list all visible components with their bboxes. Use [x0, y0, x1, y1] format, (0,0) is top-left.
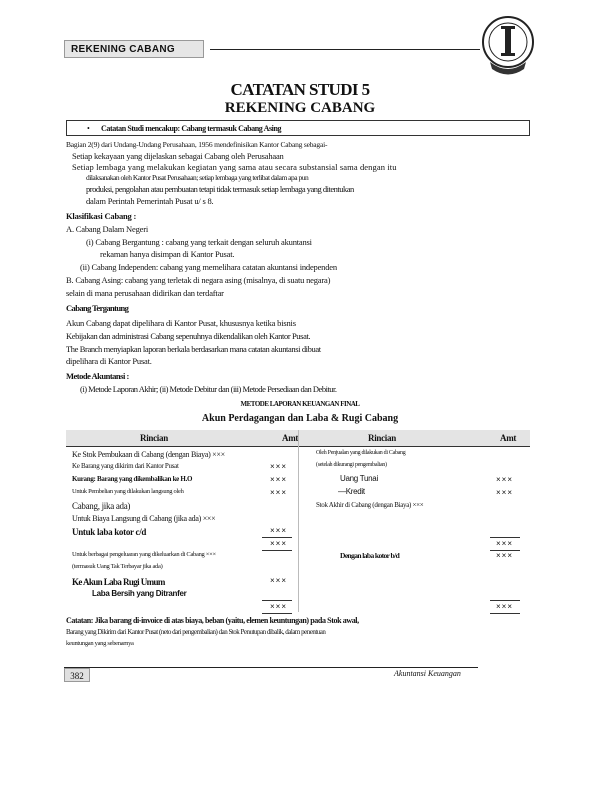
col-header-rincian: Rincian: [140, 433, 168, 443]
body-line: A. Cabang Dalam Negeri: [66, 224, 148, 234]
body-line: dilaksanakan oleh Kantor Pusat Perusahaan; setiap lembaga yang terlibat dalam apa pun: [86, 173, 309, 182]
section-heading: Metode Akuntansi :: [66, 371, 129, 381]
total-rule: [490, 613, 520, 614]
subtotal-rule: [490, 537, 520, 538]
table-row: (setelah dikurangi pengembalian): [316, 462, 387, 468]
body-line: Setiap lembaga yang melakukan kegiatan yang sama atau secara substansial sama dengan itu: [72, 162, 397, 172]
section-heading: Cabang Tergantung: [66, 303, 129, 313]
body-line: (i) Metode Laporan Akhir; (ii) Metode Debitur dan (iii) Metode Persediaan dan Debitur.: [80, 384, 337, 394]
amount-placeholder: ×××: [496, 602, 514, 611]
col-header-amt: Amt: [500, 433, 517, 443]
table-row: Ke Akun Laba Rugi Umum: [72, 577, 165, 587]
amount-placeholder: ×××: [496, 488, 514, 497]
table-row: —Kredit: [338, 487, 365, 496]
body-line: dalam Perintah Pemerintah Pusat u/ s 8.: [86, 196, 214, 206]
body-line: dipelihara di Kantor Pusat.: [66, 356, 152, 366]
amount-placeholder: ×××: [496, 475, 514, 484]
body-line: (ii) Cabang Independen: cabang yang memelihara catatan akuntansi independen: [80, 262, 337, 272]
table-row: Laba Bersih yang Ditranfer: [92, 589, 187, 598]
study-note-box: [66, 120, 530, 136]
page-title: CATATAN STUDI 5: [230, 80, 370, 99]
section-heading: Klasifikasi Cabang :: [66, 211, 137, 221]
table-note: Catatan: Jika barang di-invoice di atas biaya, beban (yaitu, elemen keuntungan) pada Stok awal,: [66, 616, 359, 625]
body-line: The Branch menyiapkan laporan berkala berdasarkan mana catatan akuntansi dibuat: [66, 344, 321, 354]
table-row: Dengan laba kotor b/d: [340, 551, 400, 560]
table-row: Uang Tunai: [340, 474, 378, 483]
body-line: B. Cabang Asing: cabang yang terletak di negara asing (misalnya, di suatu negara): [66, 275, 331, 285]
amount-placeholder: ×××: [270, 488, 288, 497]
amount-placeholder: ×××: [270, 539, 288, 548]
amount-placeholder: ×××: [270, 475, 288, 484]
body-line: (i) Cabang Bergantung : cabang yang terkait dengan seluruh akuntansi: [86, 237, 312, 247]
col-header-amt: Amt: [282, 433, 299, 443]
table-row: Untuk berbagai pengeluaran yang dikeluarkan di Cabang ×××: [72, 551, 216, 558]
table-row: Ke Barang yang dikirim dari Kantor Pusat: [72, 462, 179, 470]
institute-seal-icon: [480, 14, 536, 80]
table-row: Untuk Biaya Langsung di Cabang (jika ada) ×××: [72, 514, 216, 523]
col-header-rincian: Rincian: [368, 433, 396, 443]
amount-placeholder: ×××: [270, 462, 288, 471]
table-row: Oleh Penjualan yang dilakukan di Cabang: [316, 450, 406, 456]
method-title: METODE LAPORAN KEUANGAN FINAL: [240, 400, 360, 408]
section-label: REKENING CABANG: [64, 40, 204, 58]
subtotal-rule: [262, 600, 292, 601]
amount-placeholder: ×××: [270, 602, 288, 611]
table-row: Cabang, jika ada): [72, 501, 131, 511]
page-number: 382: [64, 668, 90, 682]
body-line: rekaman hanya disimpan di Kantor Pusat.: [100, 249, 235, 259]
table-note: Barang yang Dikirim dari Kantor Pusat (neto dari pengembalian) dan Stok Penutupan dibalik, dalam penentuan: [66, 628, 326, 636]
footer-text: Akuntansi Keuangan: [394, 669, 461, 678]
body-line: Akun Cabang dapat dipelihara di Kantor Pusat, khususnya ketika bisnis: [66, 318, 296, 328]
footer-rule: [64, 667, 478, 668]
body-line: Kebijakan dan administrasi Cabang sepenuhnya dikendalikan oleh Kantor Pusat.: [66, 331, 311, 341]
table-note: keuntungan yang sebenarnya: [66, 640, 134, 647]
subtotal-rule: [262, 537, 292, 538]
header-rule: [210, 49, 480, 50]
account-title: Akun Perdagangan dan Laba & Rugi Cabang: [201, 413, 399, 424]
amount-placeholder: ×××: [496, 551, 514, 560]
table-row: Untuk laba kotor c/d: [72, 527, 147, 537]
table-row: (termasuk Uang Tak Terbayar jika ada): [72, 563, 163, 570]
subtotal-rule: [490, 600, 520, 601]
amount-placeholder: ×××: [496, 539, 514, 548]
amount-placeholder: ×××: [270, 526, 288, 535]
table-row: Stok Akhir di Cabang (dengan Biaya) ×××: [316, 501, 424, 509]
amount-placeholder: ×××: [270, 576, 288, 585]
total-rule: [262, 613, 292, 614]
study-note-text: Catatan Studi mencakup: Cabang termasuk Cabang Asing: [101, 124, 282, 133]
body-line: Bagian 2(9) dari Undang-Undang Perusahaan, 1956 mendefinisikan Kantor Cabang sebagai-: [66, 140, 328, 149]
page-subtitle: REKENING CABANG: [224, 100, 376, 116]
column-divider: [298, 430, 299, 612]
table-row: Kurang: Barang yang dikembalikan ke H.O: [72, 475, 193, 483]
total-rule: [262, 550, 292, 551]
table-row: Ke Stok Pembukaan di Cabang (dengan Biaya) ×××: [72, 450, 225, 459]
body-line: selain di mana perusahaan didirikan dan terdaftar: [66, 288, 224, 298]
bullet-icon: •: [87, 124, 90, 133]
body-line: Setiap kekayaan yang dijelaskan sebagai Cabang oleh Perusahaan: [72, 151, 284, 161]
body-line: produksi, pengolahan atau pembuatan tetapi tidak termasuk setiap lembaga yang ditentukan: [86, 184, 354, 194]
table-row: Untuk Pembelian yang dilakukan langsung oleh: [72, 488, 184, 495]
